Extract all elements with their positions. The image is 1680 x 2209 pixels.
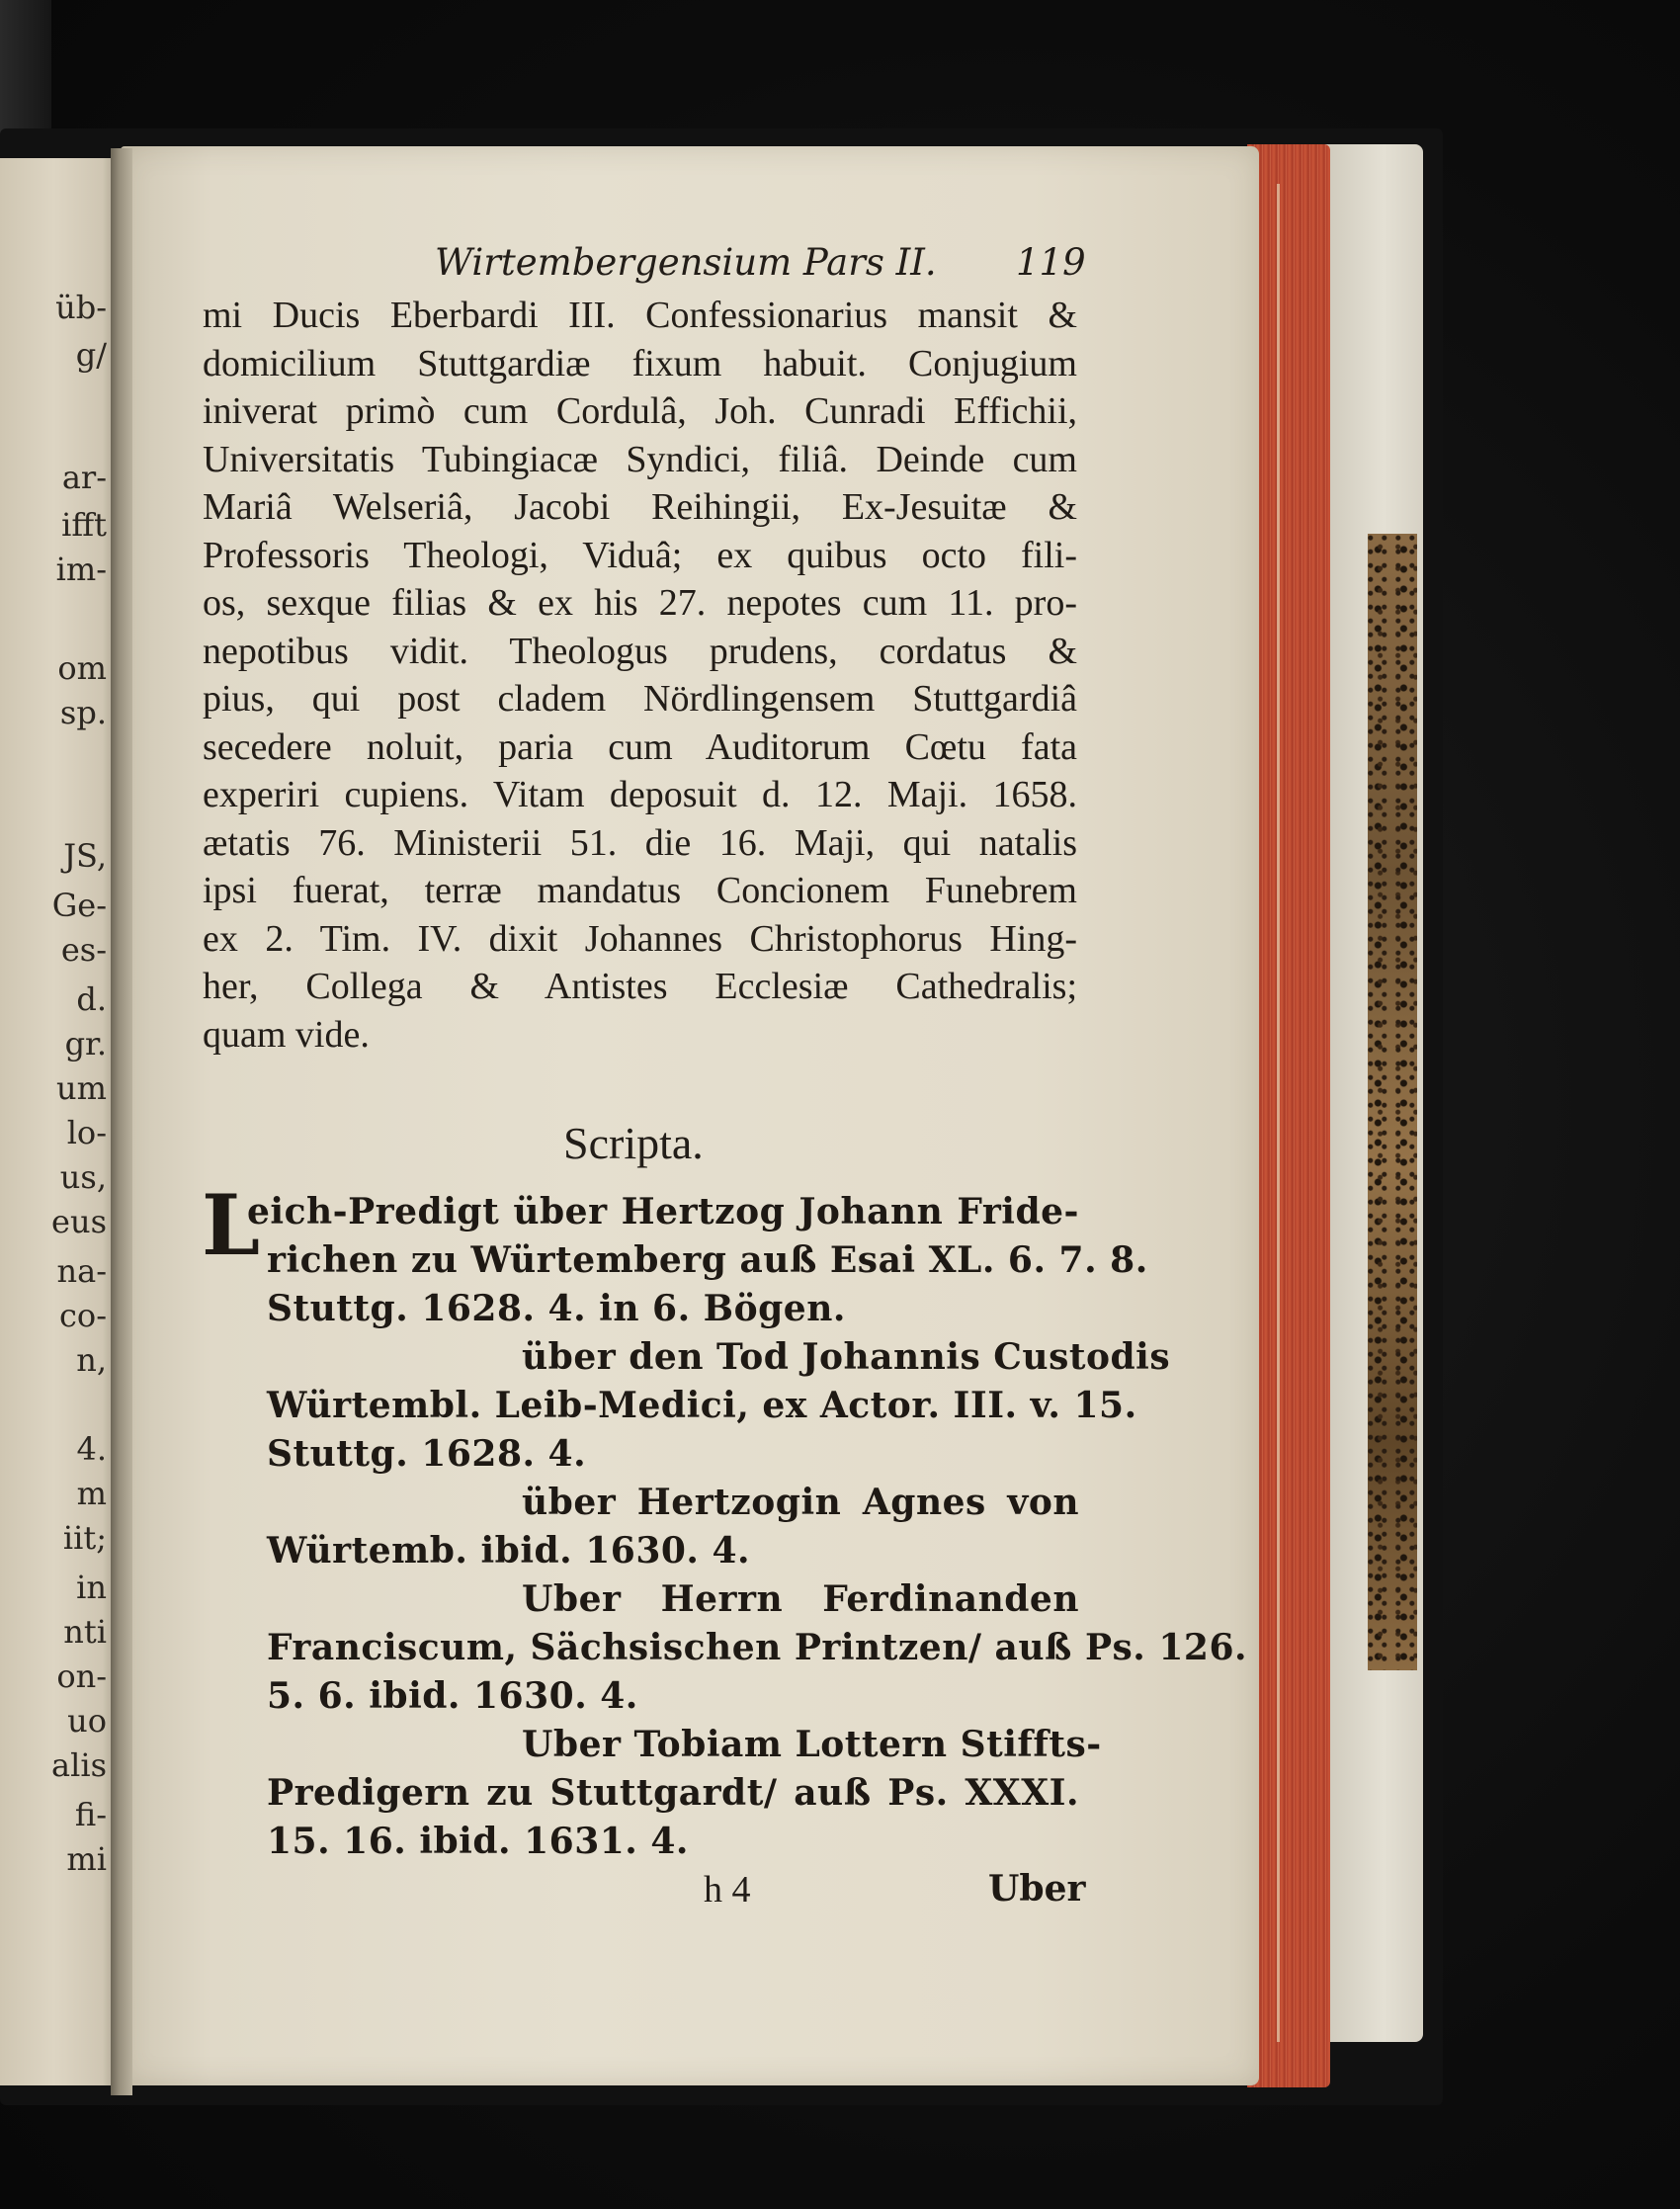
- scripta-line: über den Tod Johannis Custodis: [522, 1336, 1171, 1378]
- scripta-line: Würtemb. ibid. 1630. 4.: [267, 1530, 751, 1572]
- section-heading: Scripta.: [563, 1118, 704, 1168]
- left-page-text-fragment: in: [76, 1569, 107, 1606]
- left-page-text-fragment: üb-: [55, 289, 107, 326]
- left-page-text-fragment: n,: [76, 1341, 107, 1379]
- scripta-line: Uber Tobiam Lottern Stiffts-: [522, 1724, 1102, 1765]
- body-line: experiri cupiens. Vitam deposuit d. 12. Maji. 1658.: [203, 774, 1077, 815]
- left-page-text-fragment: iit;: [62, 1519, 107, 1557]
- body-line: secedere noluit, paria cum Auditorum Cœtu fata: [203, 725, 1077, 768]
- body-line: ex 2. Tim. IV. dixit Johannes Christophorus Hing-: [203, 917, 1077, 960]
- left-page-text-fragment: m: [76, 1475, 107, 1512]
- left-page-text-fragment: om: [57, 649, 107, 687]
- marbled-cover-board: [1368, 534, 1417, 1670]
- page-gutter: [111, 148, 132, 2095]
- catchword: Uber: [988, 1868, 1086, 1910]
- body-line: iniverat primò cum Cordulâ, Joh. Cunradi Effichii,: [203, 390, 1077, 432]
- body-line: pius, qui post cladem Nördlingensem Stuttgardiâ: [203, 678, 1077, 720]
- scripta-line: über Hertzogin Agnes von: [522, 1482, 1079, 1523]
- left-page-text-fragment: ifft: [61, 506, 107, 544]
- body-line: domicilium Stuttgardiæ fixum habuit. Conjugium: [203, 342, 1077, 384]
- body-line: ætatis 76. Ministerii 51. die 16. Maji, qui natalis: [203, 821, 1077, 864]
- scripta-line: richen zu Würtemberg auß Esai XL. 6. 7. 8.: [267, 1239, 1148, 1281]
- left-page-text-fragment: g/: [75, 336, 107, 374]
- drop-cap: L: [202, 1176, 261, 1274]
- left-page-text-fragment: fi-: [74, 1796, 107, 1833]
- left-page-text-fragment: uo: [67, 1702, 107, 1740]
- body-line: quam vide.: [203, 1013, 370, 1056]
- body-line: ipsi fuerat, terræ mandatus Concionem Funebrem: [203, 870, 1077, 911]
- scripta-line: Stuttg. 1628. 4.: [267, 1433, 587, 1475]
- scripta-line: Würtembl. Leib-Medici, ex Actor. III. v. 15.: [267, 1385, 1137, 1426]
- left-page-text-fragment: d.: [76, 980, 107, 1018]
- left-page-text-fragment: 4.: [76, 1430, 107, 1468]
- scripta-line: Uber Herrn Ferdinanden: [522, 1578, 1079, 1620]
- left-page-text-fragment: JS,: [63, 837, 107, 875]
- body-line: Professoris Theologi, Viduâ; ex quibus octo fili-: [203, 534, 1077, 576]
- left-page-text-fragment: lo-: [66, 1114, 107, 1151]
- left-page-text-fragment: ar-: [61, 459, 107, 496]
- left-page-text-fragment: mi: [66, 1840, 107, 1878]
- scripta-line: Predigern zu Stuttgardt/ auß Ps. XXXI.: [267, 1772, 1079, 1814]
- left-page-text-fragment: im-: [55, 551, 107, 588]
- left-page-text-fragment: eus: [51, 1203, 107, 1240]
- left-page-text-fragment: co-: [59, 1297, 107, 1334]
- body-line: os, sexque filias & ex his 27. nepotes cum 11. pro-: [203, 582, 1077, 624]
- left-page-text-fragment: nti: [63, 1613, 107, 1651]
- left-page-text-fragment: gr.: [64, 1025, 107, 1062]
- body-line: nepotibus vidit. Theologus prudens, cordatus &: [203, 630, 1077, 672]
- left-page-fragment: [0, 158, 121, 2085]
- left-page-text-fragment: Ge-: [51, 887, 107, 924]
- scripta-line: Stuttg. 1628. 4. in 6. Bögen.: [267, 1288, 846, 1329]
- left-page-text-fragment: on-: [56, 1657, 107, 1695]
- scripta-line: 15. 16. ibid. 1631. 4.: [267, 1821, 689, 1862]
- body-line: Mariâ Welseriâ, Jacobi Reihingii, Ex-Jesuitæ &: [203, 486, 1077, 528]
- running-head: Wirtembergensium Pars II.: [435, 241, 937, 284]
- scripta-line: 5. 6. ibid. 1630. 4.: [267, 1675, 638, 1717]
- left-page-text-fragment: us,: [59, 1158, 107, 1196]
- left-page-text-fragment: alis: [51, 1746, 107, 1784]
- scripta-line: Franciscum, Sächsischen Printzen/ auß Ps. 126.: [267, 1627, 1248, 1668]
- body-line: mi Ducis Eberbardi III. Confessionarius mansit &: [203, 295, 1077, 336]
- left-page-text-fragment: es-: [60, 931, 107, 969]
- red-page-edges: [1247, 144, 1330, 2087]
- page-number: 119: [1016, 241, 1086, 284]
- signature-mark: h 4: [704, 1869, 751, 1911]
- body-line: her, Collega & Antistes Ecclesiæ Cathedralis;: [203, 966, 1077, 1007]
- body-line: Universitatis Tubingiacæ Syndici, filiâ. Deinde cum: [203, 438, 1077, 480]
- left-page-text-fragment: na-: [56, 1252, 107, 1290]
- left-page-text-fragment: sp.: [59, 694, 107, 731]
- left-page-text-fragment: um: [56, 1069, 107, 1107]
- scripta-line: eich-Predigt über Hertzog Johann Fride-: [247, 1191, 1079, 1232]
